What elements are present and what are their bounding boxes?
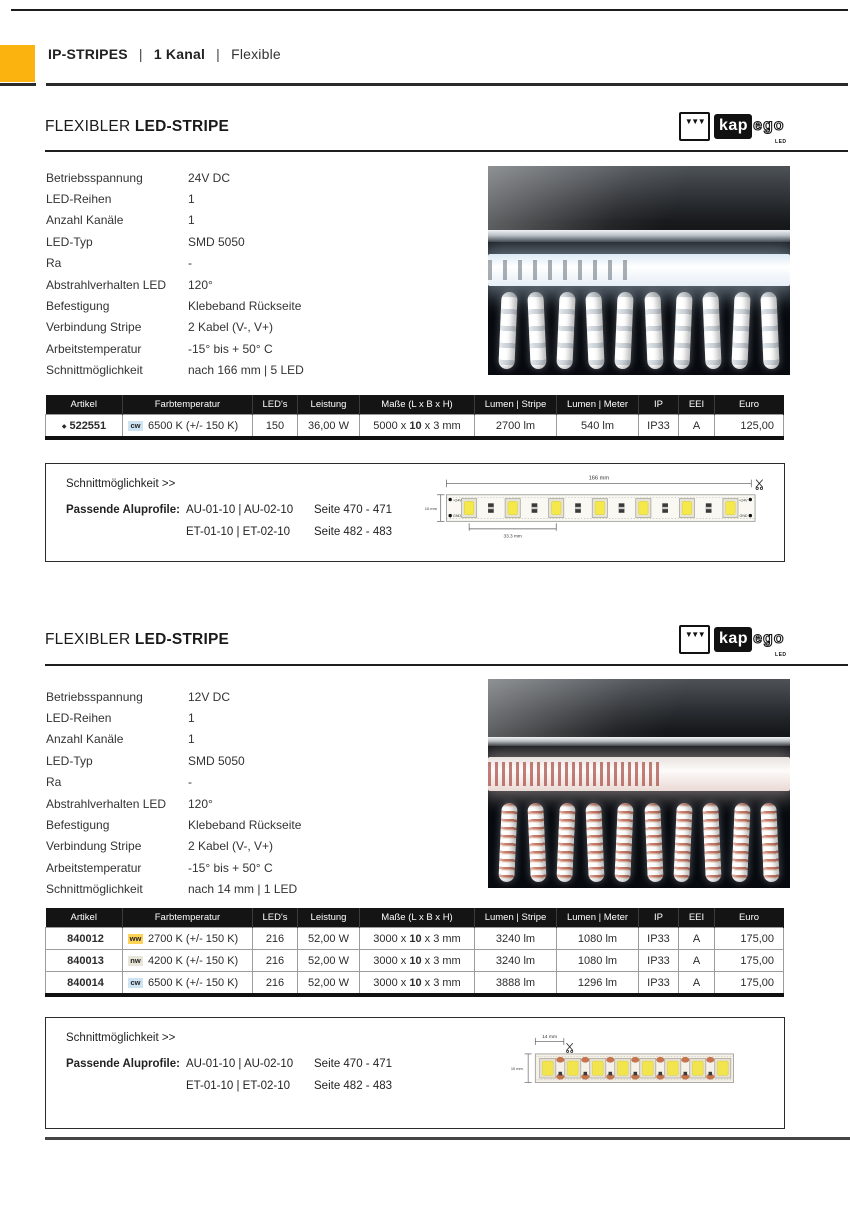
stripe-loop [731,292,750,370]
eei-cell: A [679,928,715,950]
aluprofile-label: Passende Aluprofile: [66,1058,180,1070]
spec-list [46,167,466,381]
photo-coiled-stripe [500,292,778,369]
cutbox-title: Schnittmöglichkeit >> [66,478,176,490]
aluprofile-pages: Seite 482 - 483 [314,526,393,538]
spec-row [46,231,466,252]
logo-kap: kap [714,114,752,139]
photo-aluminum-profile [488,166,790,230]
column-header: Euro [715,395,784,415]
leistung-cell: 36,00 W [298,415,360,439]
euro-cell: 175,00 [715,972,784,996]
farbtemperatur-cell [123,415,253,439]
stripe-loop [644,292,663,370]
masse-part: x 3 mm [421,932,461,945]
column-header: Farbtemperatur [123,908,253,928]
farbtemperatur-cell [123,950,253,972]
spec-value: Klebeband Rückseite [188,299,302,314]
lumen-stripe-cell: 3240 lm [475,928,557,950]
farbtemperatur-value: 6500 K (+/- 150 K) [148,419,239,432]
logo-ego: ego [753,630,785,647]
spec-label: Arbeitstemperatur [46,860,142,875]
spec-row [46,707,466,728]
leds-cell: 216 [253,928,298,950]
header-divider [46,83,848,86]
artikel-number: 840012 [67,932,104,945]
height-dimension [437,495,445,522]
ip-cell: IP33 [639,972,679,996]
column-header: IP [639,395,679,415]
column-header: Artikel [46,908,123,928]
spec-value: Klebeband Rückseite [188,818,302,833]
spec-label: Ra [46,256,62,271]
stripe-loop [527,803,546,883]
kapego-logo [679,624,787,658]
spec-row [46,317,466,338]
lumen-stripe-cell: 3888 lm [475,972,557,996]
stripe-loop [731,803,750,883]
spec-label: Abstrahlverhalten LED [46,277,167,292]
page-title-kanal: 1 Kanal [153,46,206,62]
euro-cell: 125,00 [715,415,784,439]
spec-row [46,686,466,707]
masse-part: 3000 x [373,932,410,945]
spec-row [46,360,466,381]
column-header: Lumen | Meter [557,395,639,415]
farbtemperatur-cell [123,972,253,996]
plus-label: +24V [453,498,462,503]
masse-part-bold: 10 [409,954,422,967]
kapego-leds-icon [679,112,710,141]
stripe-loop [586,292,605,370]
title-separator: | [138,46,143,62]
spec-row [46,750,466,771]
euro-cell: 175,00 [715,950,784,972]
product-photo [488,679,790,888]
spec-value: 1 [188,711,195,726]
logo-led: LED [775,651,787,658]
kapego-logo [679,111,787,145]
masse-part: 5000 x [373,419,410,432]
spec-label: Schnittmöglichkeit [46,882,143,897]
table-row [46,928,784,950]
stripe-loop [586,803,605,883]
color-temp-badge: cw [128,421,143,431]
section-divider [45,664,848,666]
stripe-loop [760,292,779,370]
length-label: 166 mm [588,475,610,482]
spec-row [46,295,466,316]
table-row [46,950,784,972]
length-label: 14 mm [542,1034,558,1040]
spec-value: 1 [188,192,195,207]
spec-value: nach 14 mm | 1 LED [188,882,298,897]
spec-value: SMD 5050 [188,753,245,768]
product-photo [488,166,790,375]
spec-row [46,814,466,835]
page-title [48,46,281,62]
leds-cell: 216 [253,950,298,972]
table-row [46,415,784,439]
spec-label: Arbeitstemperatur [46,341,142,356]
column-header: Leistung [298,395,360,415]
leistung-cell: 52,00 W [298,928,360,950]
gnd-label: GND [453,514,461,519]
spec-row [46,729,466,750]
farbtemperatur-value: 6500 K (+/- 150 K) [148,976,239,989]
scissors-icon [567,1043,573,1052]
masse-part-bold: 10 [409,932,422,945]
column-header: EEI [679,395,715,415]
spec-value: nach 166 mm | 5 LED [188,363,304,378]
ip-cell: IP33 [639,950,679,972]
color-temp-badge: cw [128,978,143,988]
artikel-cell [46,972,123,996]
masse-part-bold: 10 [409,419,422,432]
lumen-meter-cell: 1296 lm [557,972,639,996]
spec-value: SMD 5050 [188,234,245,249]
spec-value: 2 Kabel (V-, V+) [188,320,274,335]
spec-value: 1 [188,732,195,747]
artikel-cell [46,415,123,439]
spec-value: -15° bis + 50° C [188,341,273,356]
table-row [46,972,784,996]
section-heading [45,631,229,649]
farbtemperatur-value: 4200 K (+/- 150 K) [148,954,239,967]
spec-label: Schnittmöglichkeit [46,363,143,378]
heading-bold: LED-STRIPE [134,631,230,648]
lumen-stripe-cell: 2700 lm [475,415,557,439]
photo-profile-edge [488,230,790,242]
artikel-cell [46,950,123,972]
spec-label: Betriebsspannung [46,689,143,704]
spec-row [46,253,466,274]
top-divider [11,9,848,11]
row-marker-icon: ◆ [61,423,67,430]
column-header: EEI [679,908,715,928]
stripe-loop [644,803,663,883]
stripe-loop [498,803,517,883]
logo-led: LED [775,138,787,145]
pitch-label: 33.3 mm [503,534,522,540]
product-table [45,395,784,440]
masse-part: x 3 mm [421,976,461,989]
lumen-meter-cell: 540 lm [557,415,639,439]
stripe-loop [702,292,721,370]
column-header: LED's [253,908,298,928]
stripe-loop [760,803,779,883]
spec-label: Ra [46,775,62,790]
stripe-loop [557,292,576,370]
spec-label: Abstrahlverhalten LED [46,796,167,811]
spec-value: 120° [188,277,213,292]
spec-label: LED-Typ [46,753,93,768]
stripe-loop [615,803,634,883]
column-header: Artikel [46,395,123,415]
eei-cell: A [679,415,715,439]
stripe-loop [527,292,546,370]
spec-row [46,772,466,793]
ip-cell: IP33 [639,928,679,950]
photo-lit-stripe [488,254,790,286]
spec-value: 2 Kabel (V-, V+) [188,839,274,854]
photo-aluminum-profile [488,679,790,737]
leistung-cell: 52,00 W [298,972,360,996]
table-header-row [46,908,784,928]
column-header: LED's [253,395,298,415]
kapego-leds-icon [679,625,710,654]
artikel-number: 840013 [67,954,104,967]
kapego-wordmark [714,114,787,145]
gnd-label: GND [739,514,748,519]
column-header: Lumen | Stripe [475,908,557,928]
spec-row [46,879,466,900]
spec-row [46,338,466,359]
cut-length-diagram [496,1030,746,1110]
lumen-stripe-cell: 3240 lm [475,950,557,972]
logo-ego: ego [753,117,785,134]
photo-led-dots [488,762,663,786]
aluprofile-label: Passende Aluprofile: [66,504,180,516]
spec-row [46,793,466,814]
pitch-dimension [469,523,556,531]
aluprofile-codes: ET-01-10 | ET-02-10 [186,1080,290,1092]
lumen-meter-cell: 1080 lm [557,928,639,950]
artikel-number: 840014 [67,976,104,989]
title-separator: | [216,46,220,62]
cut-info-box [45,463,785,562]
masse-part-bold: 10 [409,976,422,989]
page-title-main: IP-STRIPES [48,46,128,62]
scissors-icon [756,480,763,490]
page-title-variant: Flexible [231,46,281,62]
spec-label: Befestigung [46,818,110,833]
product-section-12v [0,618,850,1137]
spec-value: 24V DC [188,170,231,185]
spec-row [46,210,466,231]
aluprofile-pages: Seite 470 - 471 [314,504,393,516]
column-header: Maße (L x B x H) [360,908,475,928]
photo-lit-stripe [488,757,790,791]
farbtemperatur-value: 2700 K (+/- 150 K) [148,932,239,945]
spec-label: Befestigung [46,299,110,314]
spec-row [46,188,466,209]
spec-label: Anzahl Kanäle [46,732,124,747]
spec-label: Anzahl Kanäle [46,213,124,228]
spec-row [46,857,466,878]
spec-label: Betriebsspannung [46,170,143,185]
column-header: Lumen | Stripe [475,395,557,415]
column-header: Leistung [298,908,360,928]
column-header: Maße (L x B x H) [360,395,475,415]
artikel-cell [46,928,123,950]
stripe-loop [673,292,692,370]
section-divider [45,150,848,152]
spec-value: -15° bis + 50° C [188,860,273,875]
column-header: Farbtemperatur [123,395,253,415]
aluprofile-codes: AU-01-10 | AU-02-10 [186,504,294,516]
spec-label: LED-Typ [46,234,93,249]
masse-cell [360,415,475,439]
column-header: IP [639,908,679,928]
aluprofile-codes: ET-01-10 | ET-02-10 [186,526,290,538]
masse-part: 3000 x [373,976,410,989]
stripe-loop [673,803,692,883]
stripe-loop [498,292,517,370]
spec-label: LED-Reihen [46,711,112,726]
product-section-24v [0,105,850,618]
aluprofile-pages: Seite 470 - 471 [314,1058,393,1070]
cut-info-box [45,1017,785,1129]
product-table [45,908,784,997]
photo-coiled-stripe [500,803,778,882]
aluprofile-pages: Seite 482 - 483 [314,1080,393,1092]
spec-value: 12V DC [188,689,231,704]
eei-cell: A [679,972,715,996]
spec-value: 1 [188,213,195,228]
eei-cell: A [679,950,715,972]
column-header: Lumen | Meter [557,908,639,928]
masse-part: x 3 mm [421,419,461,432]
euro-cell: 175,00 [715,928,784,950]
height-label: 10 mm [510,1066,523,1071]
spec-list [46,686,466,900]
plus-label: +24V [739,498,748,503]
spec-label: Verbindung Stripe [46,320,142,335]
heading-light: FLEXIBLER [45,631,131,648]
photo-profile-edge [488,737,790,746]
brand-color-square [0,45,35,82]
artikel-number: 522551 [69,419,107,432]
spec-value: - [188,775,192,790]
heading-light: FLEXIBLER [45,118,131,135]
height-label: 10 mm [424,505,437,511]
spec-label: LED-Reihen [46,192,112,207]
spec-row [46,274,466,295]
logo-kap: kap [714,627,752,652]
kapego-wordmark [714,627,787,658]
masse-part: 3000 x [373,954,410,967]
masse-cell [360,928,475,950]
stripe-loop [702,803,721,883]
leds-cell: 216 [253,972,298,996]
spec-row [46,167,466,188]
masse-cell [360,972,475,996]
leds-cell: 150 [253,415,298,439]
leistung-cell: 52,00 W [298,950,360,972]
color-temp-badge: ww [129,933,142,943]
bottom-divider [45,1137,850,1140]
stripe-loop [615,292,634,370]
photo-led-dots [488,260,627,280]
farbtemperatur-cell [123,928,253,950]
section-heading [45,118,229,136]
masse-part: x 3 mm [421,954,461,967]
lumen-meter-cell: 1080 lm [557,950,639,972]
stripe-loop [557,803,576,883]
heading-bold: LED-STRIPE [134,118,230,135]
cut-length-diagram [418,472,774,546]
column-header: Euro [715,908,784,928]
aluprofile-codes: AU-01-10 | AU-02-10 [186,1058,294,1070]
table-header-row [46,395,784,415]
spec-row [46,836,466,857]
spec-label: Verbindung Stripe [46,839,142,854]
ip-cell: IP33 [639,415,679,439]
spec-value: 120° [188,796,213,811]
height-dimension [525,1054,532,1083]
spec-value: - [188,256,192,271]
masse-cell [360,950,475,972]
cutbox-title: Schnittmöglichkeit >> [66,1032,176,1044]
color-temp-badge: nw [128,956,143,966]
brand-underbar [0,83,36,86]
